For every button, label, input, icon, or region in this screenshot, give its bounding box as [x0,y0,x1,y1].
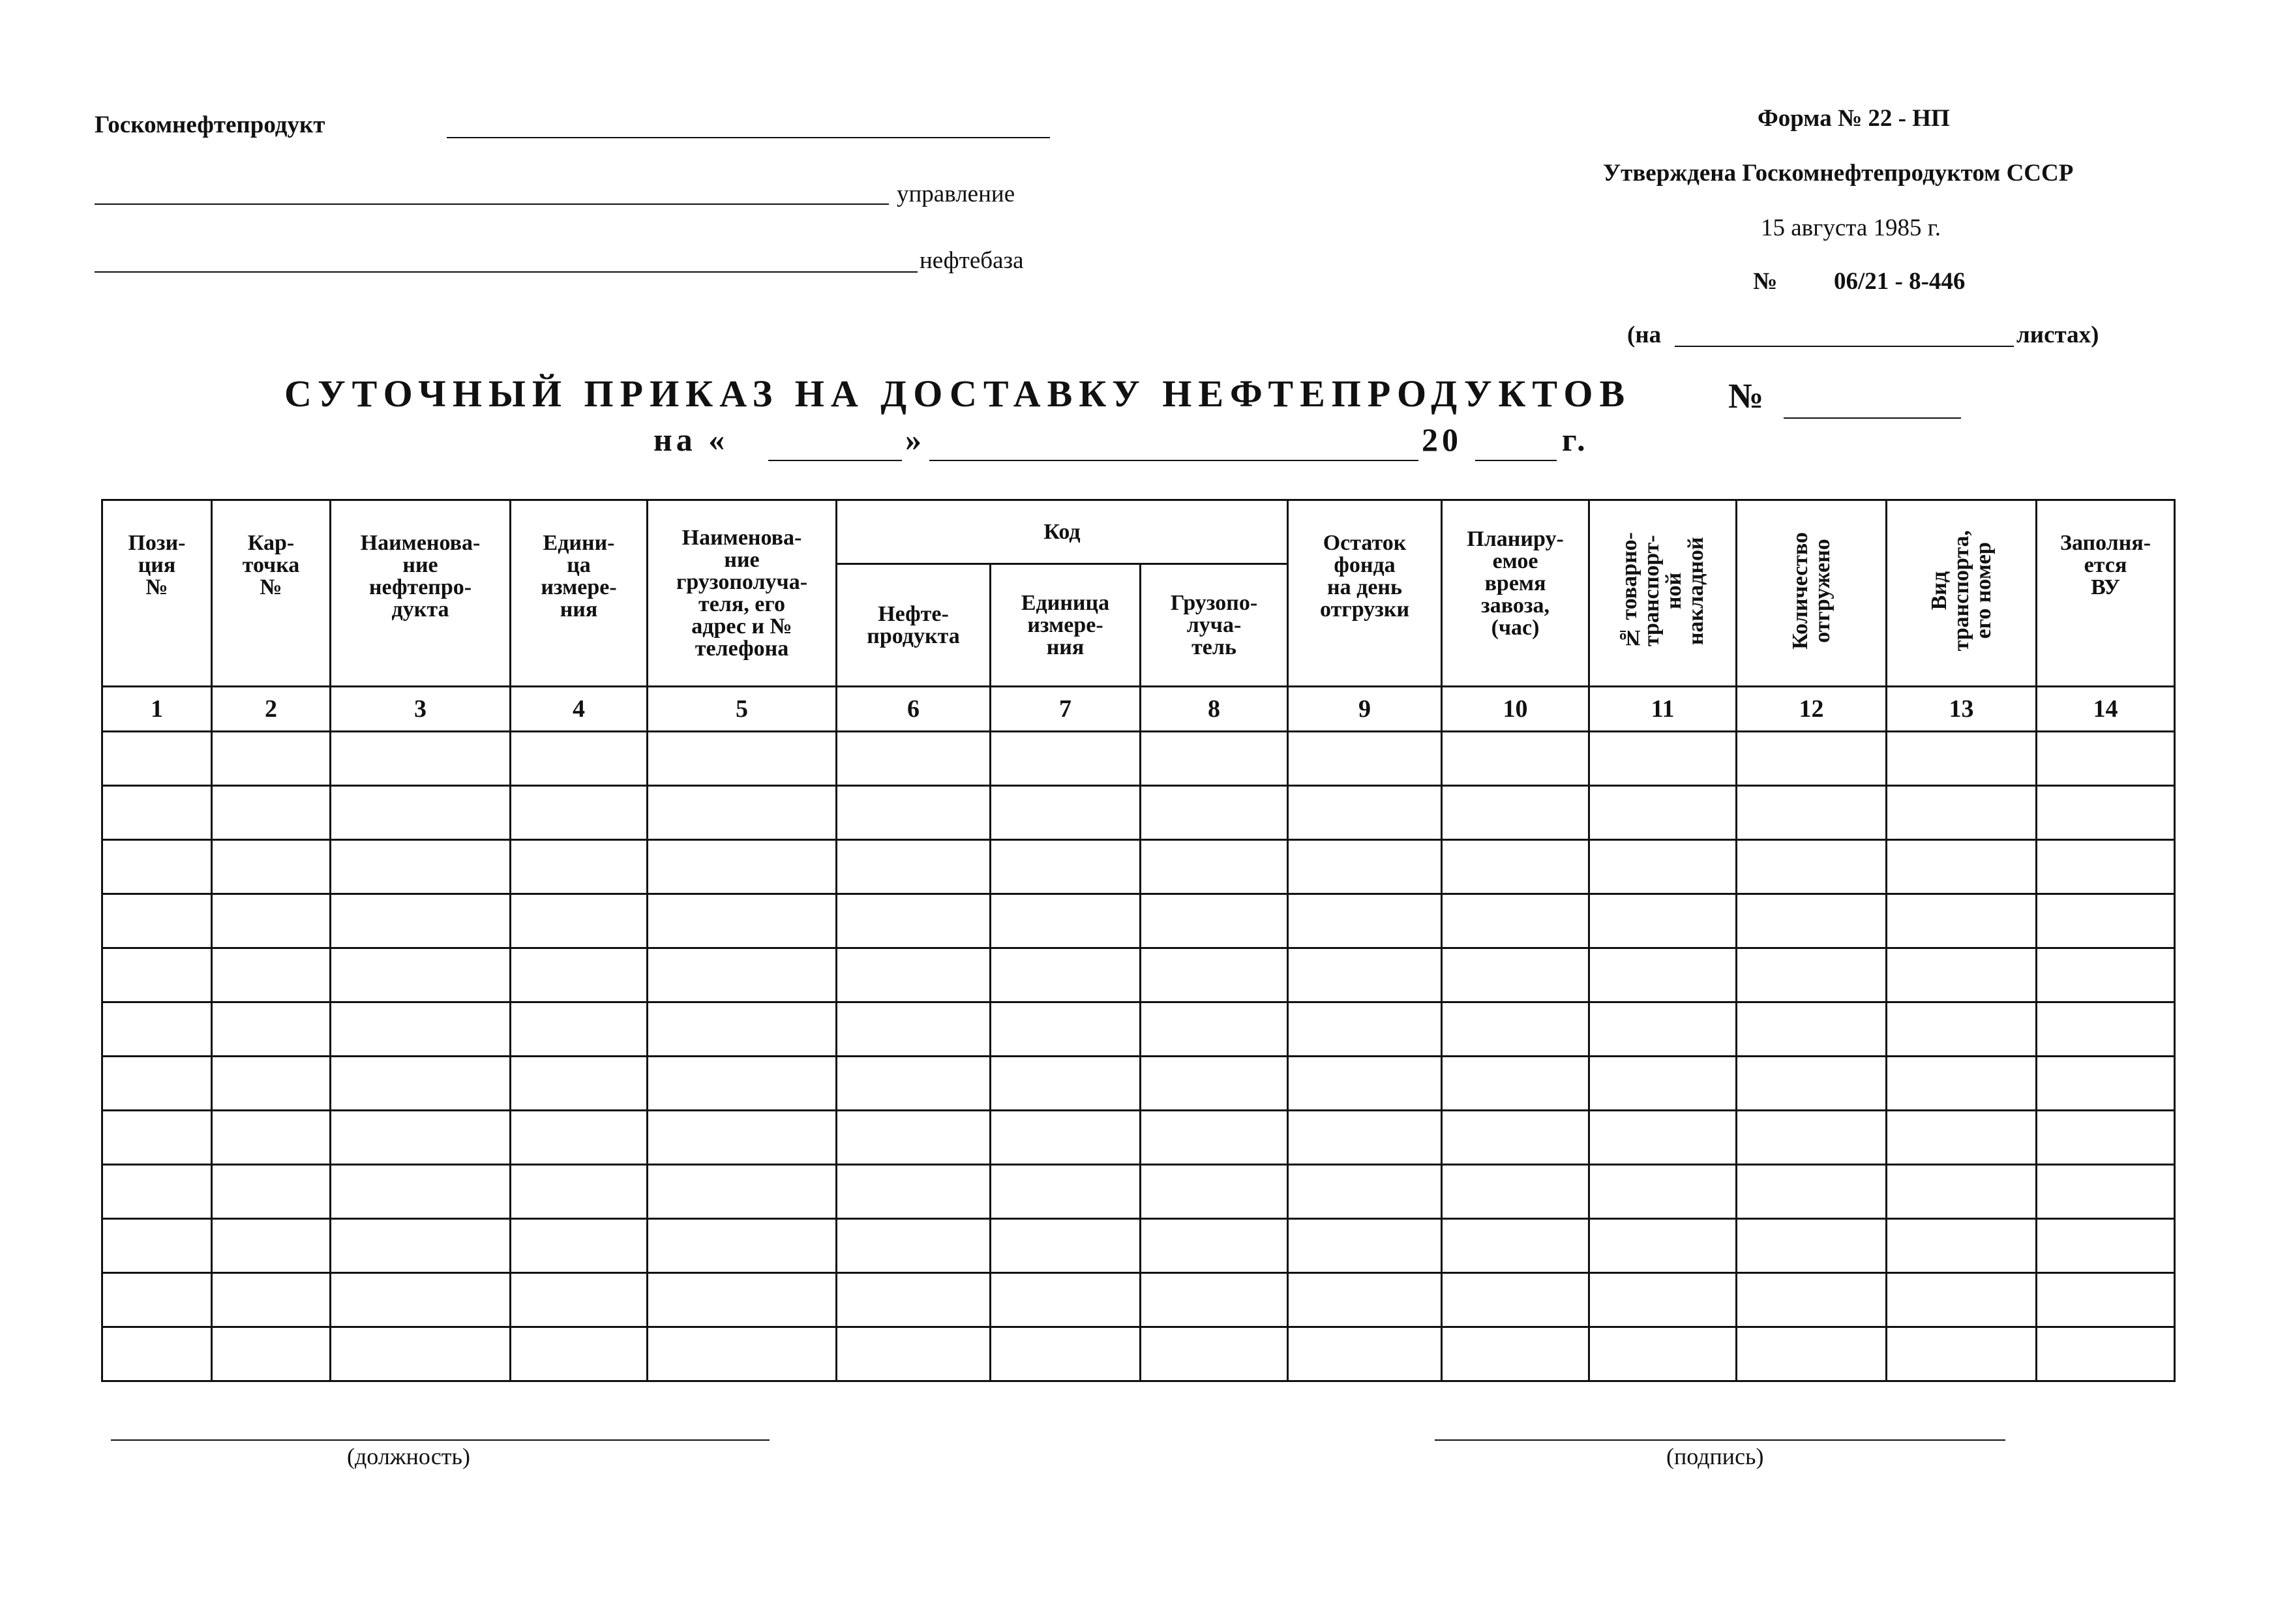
table-cell[interactable] [212,1057,331,1111]
table-cell[interactable] [991,1002,1141,1057]
table-cell[interactable] [2037,1165,2175,1219]
table-cell[interactable] [331,1165,511,1219]
signature-blank-line[interactable] [1435,1439,2005,1441]
table-cell[interactable] [331,1057,511,1111]
table-cell[interactable] [1737,1057,1887,1111]
date-day-blank-line[interactable] [768,460,902,461]
table-cell[interactable] [2037,1111,2175,1165]
table-cell[interactable] [991,1219,1141,1273]
table-cell[interactable] [1589,948,1737,1002]
table-cell[interactable] [212,840,331,894]
table-cell[interactable] [648,1165,837,1219]
table-cell[interactable] [1887,1165,2037,1219]
table-cell[interactable] [1737,1219,1887,1273]
table-row [102,1165,2175,1219]
table-body [102,732,2175,1381]
column-number: 14 [2037,687,2175,732]
table-cell[interactable] [991,1273,1141,1327]
table-cell[interactable] [1141,1165,1288,1219]
table-cell[interactable] [2037,732,2175,786]
table-cell[interactable] [991,948,1141,1002]
table-cell[interactable] [837,732,991,786]
table-cell[interactable] [212,948,331,1002]
table-cell[interactable] [1887,1219,2037,1273]
table-cell[interactable] [331,1002,511,1057]
table-cell[interactable] [331,1327,511,1381]
table-cell[interactable] [2037,1057,2175,1111]
approval-number-sign: № [1753,268,1778,295]
document-title: СУТОЧНЫЙ ПРИКАЗ НА ДОСТАВКУ НЕФТЕПРОДУКТОВ [284,372,1632,415]
table-cell[interactable] [1288,840,1442,894]
header-code-product: Нефте- продукта [837,564,991,687]
table-row [102,786,2175,840]
table-cell[interactable] [1442,786,1589,840]
table-cell[interactable] [1737,1165,1887,1219]
table-cell[interactable] [1141,840,1288,894]
column-number: 5 [648,687,837,732]
header-planned-time: Планиру- емое время завоза, (час) [1442,500,1589,687]
table-row [102,840,2175,894]
table-cell[interactable] [102,732,212,786]
form-number: Форма № 22 - НП [1758,105,1950,132]
table-cell[interactable] [1887,948,2037,1002]
table-row [102,1273,2175,1327]
table-cell[interactable] [1141,1219,1288,1273]
table-cell[interactable] [991,732,1141,786]
column-number: 2 [212,687,331,732]
header-card: Кар- точка № [212,500,331,687]
table-cell[interactable] [102,1273,212,1327]
table-cell[interactable] [511,1057,648,1111]
table-cell[interactable] [511,948,648,1002]
org-blank-line[interactable] [447,137,1050,138]
table-cell[interactable] [212,1273,331,1327]
table-row [102,894,2175,948]
table-cell[interactable] [648,948,837,1002]
table-cell[interactable] [1887,1002,2037,1057]
column-number: 10 [1442,687,1589,732]
table-cell[interactable] [1141,1002,1288,1057]
table-cell[interactable] [2037,1219,2175,1273]
table-cell[interactable] [837,1327,991,1381]
table-cell[interactable] [212,1219,331,1273]
table-cell[interactable] [648,1002,837,1057]
header-code-consignee: Грузопо- луча- тель [1141,564,1288,687]
table-cell[interactable] [648,1057,837,1111]
column-number: 7 [991,687,1141,732]
table-cell[interactable] [1442,840,1589,894]
column-number: 9 [1288,687,1442,732]
table-cell[interactable] [1141,894,1288,948]
table-cell[interactable] [1887,1327,2037,1381]
table-cell[interactable] [1442,1057,1589,1111]
table-cell[interactable] [1288,1273,1442,1327]
header-code-unit: Единица измере- ния [991,564,1141,687]
table-cell[interactable] [102,840,212,894]
table-cell[interactable] [1737,1002,1887,1057]
table-cell[interactable] [1589,1219,1737,1273]
table-cell[interactable] [331,1273,511,1327]
table-cell[interactable] [991,840,1141,894]
table-cell[interactable] [511,786,648,840]
header-consignee: Наименова- ние грузополуча- теля, его адрес и № телефона [648,500,837,687]
table-cell[interactable] [1887,840,2037,894]
table-cell[interactable] [1288,732,1442,786]
header-remaining-fund: Остаток фонда на день отгрузки [1288,500,1442,687]
table-cell[interactable] [331,1111,511,1165]
table-cell[interactable] [648,840,837,894]
table-cell[interactable] [1589,786,1737,840]
header-code-group: Код [837,500,1288,564]
header-filled-by-vu: Заполня- ется ВУ [2037,500,2175,687]
table-cell[interactable] [331,786,511,840]
table-cell[interactable] [2037,894,2175,948]
table-cell[interactable] [212,1327,331,1381]
position-blank-line[interactable] [111,1439,770,1441]
table-cell[interactable] [837,1002,991,1057]
table-cell[interactable] [991,894,1141,948]
table-cell[interactable] [991,1165,1141,1219]
table-cell[interactable] [1288,1327,1442,1381]
approval-date: 15 августа 1985 г. [1761,215,1941,241]
table-cell[interactable] [102,1219,212,1273]
table-row [102,1327,2175,1381]
table-cell[interactable] [837,1219,991,1273]
column-number: 3 [331,687,511,732]
table-cell[interactable] [212,1111,331,1165]
table-cell[interactable] [2037,1273,2175,1327]
table-cell[interactable] [1141,786,1288,840]
table-cell[interactable] [1737,1273,1887,1327]
table-cell[interactable] [1442,732,1589,786]
table-cell[interactable] [837,1057,991,1111]
table-cell[interactable] [648,1327,837,1381]
table-cell[interactable] [991,1327,1141,1381]
table-cell[interactable] [1141,732,1288,786]
header-waybill-number: № товарно- транспорт- ной накладной [1589,500,1737,687]
column-number: 1 [102,687,212,732]
date-month-blank-line[interactable] [929,460,1418,461]
table-cell[interactable] [648,732,837,786]
table-cell[interactable] [1887,732,2037,786]
org-name: Госкомнефтепродукт [95,112,325,138]
title-number-sign: № [1728,376,1764,415]
table-cell[interactable] [2037,1002,2175,1057]
table-cell[interactable] [1288,1165,1442,1219]
column-number-row [102,687,2175,732]
table-cell[interactable] [1589,1002,1737,1057]
table-cell[interactable] [1589,1273,1737,1327]
table-cell[interactable] [331,840,511,894]
table-cell[interactable] [648,1273,837,1327]
table-cell[interactable] [511,1002,648,1057]
table-cell[interactable] [991,786,1141,840]
table-cell[interactable] [1887,1273,2037,1327]
table-cell[interactable] [1887,894,2037,948]
title-number-blank-line[interactable] [1784,417,1961,419]
table-cell[interactable] [1737,1327,1887,1381]
approved-text: Утверждена Госкомнефтепродуктом СССР [1603,160,2074,187]
year-blank-line[interactable] [1475,460,1557,461]
table-cell[interactable] [648,894,837,948]
table-row [102,732,2175,786]
table-cell[interactable] [102,1165,212,1219]
table-cell[interactable] [2037,948,2175,1002]
header-quantity-shipped: Количество отгружено [1737,500,1887,687]
table-cell[interactable] [648,1219,837,1273]
table-cell[interactable] [837,894,991,948]
depot-label: нефтебаза [920,247,1024,274]
table-cell[interactable] [212,732,331,786]
table-cell[interactable] [102,948,212,1002]
order-table [101,499,2176,1382]
table-cell[interactable] [102,1057,212,1111]
table-row [102,1057,2175,1111]
year-suffix: г. [1562,421,1589,458]
table-cell[interactable] [2037,786,2175,840]
table-cell[interactable] [648,786,837,840]
header-product-name: Наименова- ние нефтепро- дукта [331,500,511,687]
table-cell[interactable] [1737,1111,1887,1165]
table-cell[interactable] [1141,1273,1288,1327]
date-mid: » [905,421,921,458]
table-row [102,1219,2175,1273]
table-cell[interactable] [991,1111,1141,1165]
table-cell[interactable] [511,732,648,786]
table-cell[interactable] [1589,1165,1737,1219]
table-cell[interactable] [1442,1002,1589,1057]
table-cell[interactable] [1288,1002,1442,1057]
table-cell[interactable] [1589,1111,1737,1165]
table-cell[interactable] [212,1165,331,1219]
table-cell[interactable] [1288,1111,1442,1165]
table-cell[interactable] [212,786,331,840]
table-cell[interactable] [837,1111,991,1165]
table-cell[interactable] [1589,840,1737,894]
table-cell[interactable] [331,1219,511,1273]
table-cell[interactable] [1141,948,1288,1002]
table-cell[interactable] [1589,1327,1737,1381]
table-cell[interactable] [102,1111,212,1165]
table-cell[interactable] [837,786,991,840]
column-number: 11 [1589,687,1737,732]
table-cell[interactable] [212,894,331,948]
table-cell[interactable] [102,786,212,840]
table-cell[interactable] [102,1002,212,1057]
table-cell[interactable] [1589,894,1737,948]
table-cell[interactable] [837,1165,991,1219]
table-cell[interactable] [511,894,648,948]
table-cell[interactable] [1141,1327,1288,1381]
table-cell[interactable] [102,1327,212,1381]
header-position: Пози- ция № [102,500,212,687]
table-cell[interactable] [1442,1327,1589,1381]
table-cell[interactable] [1589,1057,1737,1111]
table-cell[interactable] [1442,1111,1589,1165]
column-number: 6 [837,687,991,732]
depot-blank-line[interactable] [95,271,918,273]
date-prefix: на « [653,421,729,458]
table-cell[interactable] [837,840,991,894]
table-cell[interactable] [1442,894,1589,948]
table-cell[interactable] [2037,1327,2175,1381]
table-cell[interactable] [1442,1219,1589,1273]
table-cell[interactable] [511,1219,648,1273]
header-transport: Вид транспорта, его номер [1887,500,2037,687]
table-cell[interactable] [1887,786,2037,840]
table-cell[interactable] [1141,1057,1288,1111]
management-label: управление [897,181,1015,207]
table-cell[interactable] [1887,1057,2037,1111]
column-number: 12 [1737,687,1887,732]
table-cell[interactable] [331,948,511,1002]
column-number: 8 [1141,687,1288,732]
table-cell[interactable] [212,1002,331,1057]
column-number: 4 [511,687,648,732]
table-cell[interactable] [1737,948,1887,1002]
header-unit: Едини- ца измере- ния [511,500,648,687]
table-cell[interactable] [1442,1273,1589,1327]
table-cell[interactable] [648,1111,837,1165]
table-row [102,948,2175,1002]
approval-number: 06/21 - 8-446 [1834,268,1966,295]
table-cell[interactable] [1288,948,1442,1002]
table-cell[interactable] [511,1111,648,1165]
table-cell[interactable] [331,732,511,786]
table-cell[interactable] [1442,1165,1589,1219]
sheets-prefix: (на [1627,322,1662,348]
signature-caption: (подпись) [1666,1443,1764,1469]
table-cell[interactable] [331,894,511,948]
table-cell[interactable] [1288,894,1442,948]
table-cell[interactable] [511,1273,648,1327]
table-cell[interactable] [1442,948,1589,1002]
table-cell[interactable] [837,948,991,1002]
table-cell[interactable] [511,1327,648,1381]
table-cell[interactable] [2037,840,2175,894]
table-cell[interactable] [837,1273,991,1327]
column-number: 13 [1887,687,2037,732]
management-blank-line[interactable] [95,203,889,205]
table-cell[interactable] [1887,1111,2037,1165]
table-cell[interactable] [1288,1219,1442,1273]
table-cell[interactable] [1589,732,1737,786]
table-cell[interactable] [511,1165,648,1219]
table-cell[interactable] [1288,786,1442,840]
table-cell[interactable] [102,894,212,948]
position-caption: (должность) [347,1443,470,1469]
table-cell[interactable] [1737,786,1887,840]
table-cell[interactable] [1737,732,1887,786]
table-cell[interactable] [1141,1111,1288,1165]
sheets-blank-line[interactable] [1675,346,2014,347]
table-row [102,1002,2175,1057]
sheets-suffix: листах) [2016,322,2099,348]
table-cell[interactable] [1737,894,1887,948]
table-cell[interactable] [1288,1057,1442,1111]
table-cell[interactable] [991,1057,1141,1111]
table-row [102,1111,2175,1165]
year-prefix: 20 [1422,421,1462,458]
table-cell[interactable] [511,840,648,894]
table-cell[interactable] [1737,840,1887,894]
